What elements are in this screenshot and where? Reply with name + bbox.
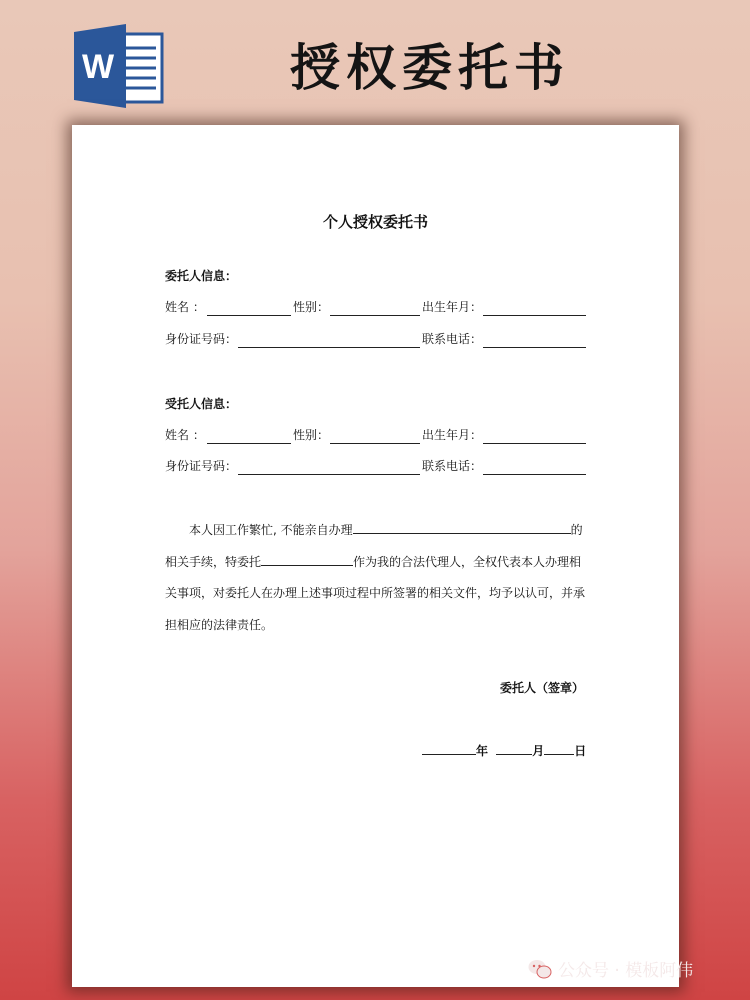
- id-label: 身份证号码：: [165, 332, 238, 346]
- agent-name-blank[interactable]: [261, 553, 353, 566]
- watermark: [528, 956, 693, 981]
- gender-label: 性别：: [293, 300, 330, 314]
- name-blank[interactable]: [207, 443, 291, 444]
- date-row: [422, 742, 586, 759]
- banner-title: 授权委托书: [290, 39, 570, 97]
- paragraph-line-2: [165, 553, 581, 569]
- id-blank[interactable]: [238, 474, 420, 475]
- phone-label: 联系电话：: [422, 332, 483, 346]
- line-1-end: 的: [570, 523, 583, 537]
- birth-label: 出生年月：: [422, 428, 483, 442]
- line-1-start: 本人因工作繁忙, 不能亲自办理: [189, 523, 353, 537]
- gender-blank[interactable]: [330, 315, 420, 316]
- paragraph-line-1: [189, 521, 583, 537]
- month-label: 月: [532, 744, 545, 758]
- paragraph-line-4: 担相应的法律责任。: [165, 618, 274, 632]
- birth-label: 出生年月：: [422, 300, 483, 314]
- id-label: 身份证号码：: [165, 459, 238, 473]
- id-blank[interactable]: [238, 347, 420, 348]
- line-2-start: 相关手续，特委托: [165, 555, 262, 569]
- name-label: 姓名 ：: [165, 300, 205, 314]
- birth-blank[interactable]: [483, 443, 586, 444]
- phone-label: 联系电话：: [422, 459, 483, 473]
- phone-blank[interactable]: [483, 474, 586, 475]
- day-blank[interactable]: [544, 742, 574, 755]
- signature-label: 委托人（签章）: [500, 681, 585, 695]
- document-page: [72, 125, 679, 987]
- principal-heading: 委托人信息：: [165, 269, 238, 283]
- phone-blank[interactable]: [483, 347, 586, 348]
- paragraph-line-3: 关事项，对委托人在办理上述事项过程中所签署的相关文件，均予以认可，并承: [165, 586, 586, 600]
- gender-label: 性别：: [293, 428, 330, 442]
- month-blank[interactable]: [496, 742, 532, 755]
- watermark-text: 公众号 · 模板阿伟: [558, 961, 694, 981]
- line-2-end: 作为我的合法代理人，全权代表本人办理相: [353, 555, 582, 569]
- wechat-icon: [528, 958, 552, 980]
- agent-heading: 受托人信息：: [165, 397, 238, 411]
- year-label: 年: [476, 744, 489, 758]
- word-icon: [74, 24, 164, 108]
- day-label: 日: [574, 744, 587, 758]
- matter-blank[interactable]: [353, 521, 571, 534]
- document-title: 个人授权委托书: [322, 213, 428, 231]
- gender-blank[interactable]: [330, 443, 420, 444]
- name-blank[interactable]: [207, 315, 291, 316]
- svg-text:W: W: [81, 48, 115, 86]
- birth-blank[interactable]: [483, 315, 586, 316]
- name-label: 姓名 ：: [165, 428, 205, 442]
- year-blank[interactable]: [422, 742, 476, 755]
